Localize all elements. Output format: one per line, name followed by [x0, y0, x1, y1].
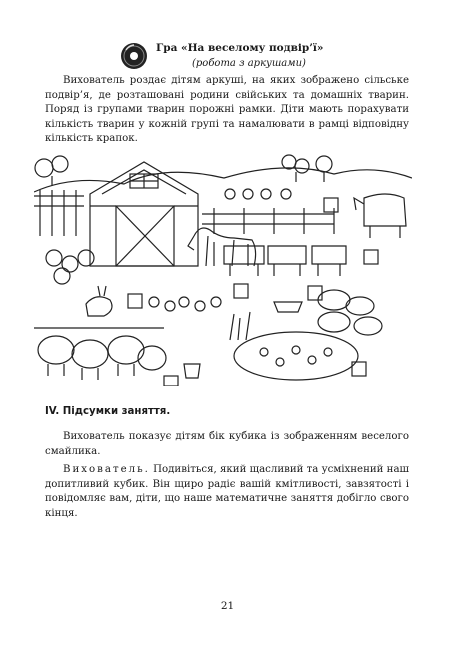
- teacher-speech: Подивіться, який щасливий та усміхнений наш допитливий кубик. Він щиро радіє вашій кмітливості, завзятості і повідомляє вам, діти, що наше математичне заняття добігло свого кінця.: [45, 464, 410, 519]
- section-title: IV. Підсумки заняття.: [45, 406, 171, 417]
- page-number: 21: [220, 600, 235, 612]
- cd-icon: [120, 42, 148, 70]
- farmyard-illustration: [34, 154, 412, 386]
- paragraph-smiley: Вихователь показує дітям бік кубика із зображенням веселого смайлика.: [45, 431, 409, 457]
- speaker-label: Вихователь.: [63, 464, 150, 475]
- game-title: Гра «На веселому подвір’ї»: [156, 42, 324, 54]
- activity-header: [108, 42, 338, 72]
- paragraph-teacher: [45, 463, 409, 521]
- intro-paragraph: Вихователь роздає дітям аркуші, на яких зображено сільське подвір’я, де розташовані родини свійських та домашніх тварин. Поряд із групами тварин порожні рамки. Діти мають порахувати кількість тварин у кожній групі та намалювати в рамці відповідну кількість крапок.: [45, 75, 409, 145]
- game-subtitle: (робота з аркушами): [192, 58, 306, 69]
